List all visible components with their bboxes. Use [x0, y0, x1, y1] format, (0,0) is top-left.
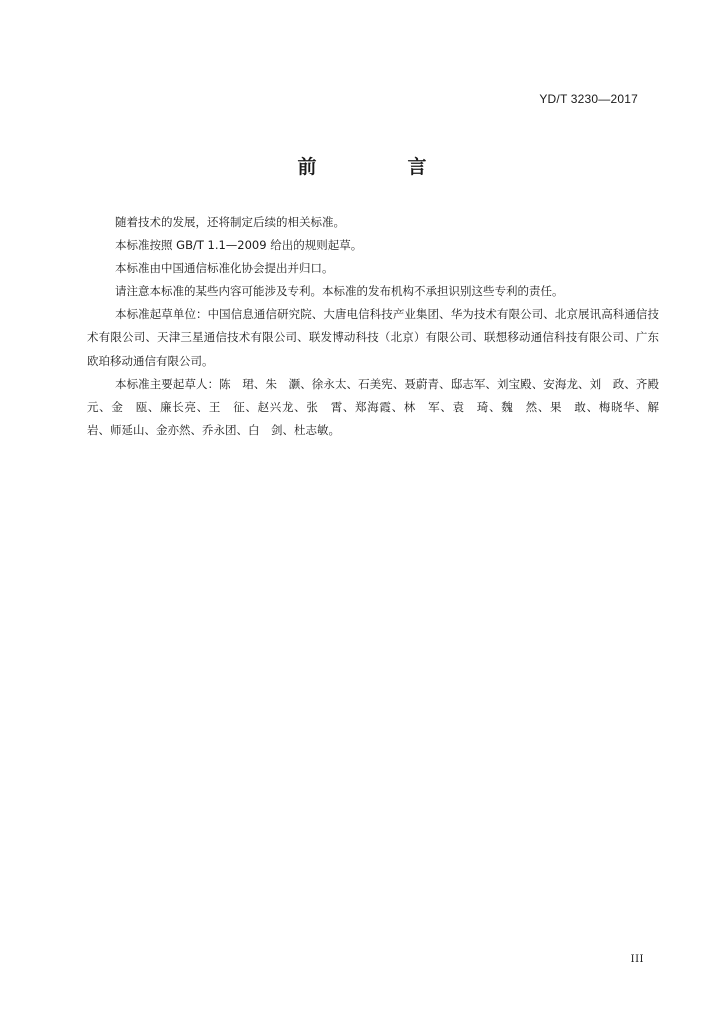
paragraph-drafters: 本标准主要起草人：陈 珺、朱 灏、徐永太、石美宪、聂蔚青、邸志军、刘宝殿、安海龙、刘 政、齐殿元、金 瓯、廉长亮、王 征、赵兴龙、张 霄、郑海霞、林 军、袁 琦、魏 然、果 敢、梅晓华、解 岩、师延山、金亦然、乔永团、白 剑、杜志敏。 [87, 376, 671, 437]
page-title: 前 言 [297, 156, 463, 178]
page-number: III [630, 954, 644, 965]
paragraph-development: 随着技术的发展，还将制定后续的相关标准。 [115, 215, 345, 229]
foreword-body [87, 211, 671, 442]
paragraph-proposer: 本标准由中国通信标准化协会提出并归口。 [115, 261, 334, 276]
paragraph-drafting-rules: 本标准按照 GB/T 1.1—2009 给出的规则起草。 [115, 238, 363, 253]
standard-code: YD/T 3230—2017 [539, 92, 638, 106]
paragraph-drafting-units: 本标准起草单位：中国信息通信研究院、大唐电信科技产业集团、华为技术有限公司、北京展讯高科通信技术有限公司、天津三星通信技术有限公司、联发博动科技（北京）有限公司、联想移动通信科技有限公司、广东欧珀移动通信有限公司。 [87, 307, 659, 368]
paragraph-patent-notice: 请注意本标准的某些内容可能涉及专利。本标准的发布机构不承担识别这些专利的责任。 [115, 284, 564, 299]
